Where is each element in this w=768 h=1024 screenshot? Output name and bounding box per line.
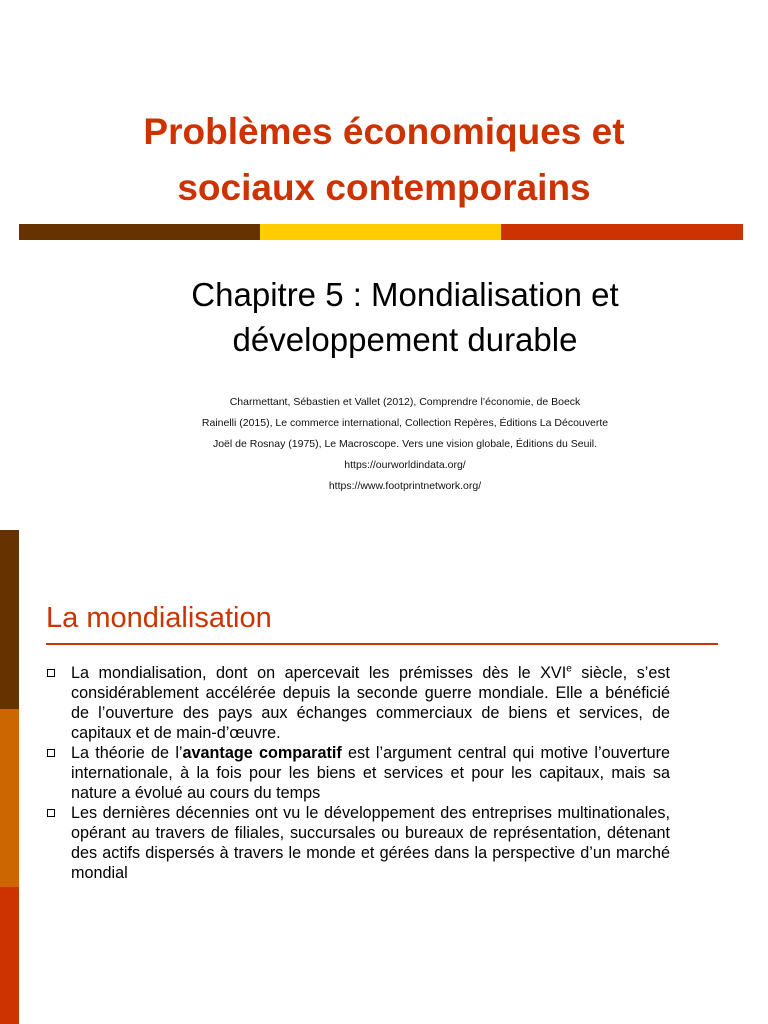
presentation-title	[0, 104, 768, 216]
bullet-text: Les dernières décennies ont vu le développement des entreprises multinationales, opérant au travers de filiales, succursales ou bureaux de représentation, détenant des actifs dispersés à travers le monde et gérées dans la perspective d’un marché mondial	[71, 804, 670, 882]
title-line-1: Problèmes économiques et	[143, 111, 625, 152]
reference-item: Charmettant, Sébastien et Vallet (2012), Comprendre l’économie, de Boeck	[229, 396, 581, 408]
bold-term: avantage comparatif	[182, 744, 342, 762]
bullet-text	[71, 663, 670, 743]
bullet-text-part: est l’argument central qui motive l’ouverture internationale, à la fois pour les biens et services et pour les capitaux, mais sa nature a évolué au cours du temps	[71, 744, 671, 802]
references-list	[120, 392, 690, 497]
title-underline	[46, 643, 718, 645]
chapter-subtitle	[110, 272, 700, 362]
bullet-item	[46, 743, 670, 803]
bullet-item	[46, 663, 670, 743]
stripe-red	[501, 224, 743, 240]
title-line-2: sociaux contemporains	[177, 167, 591, 208]
bullet-text-part: La mondialisation, dont on apercevait les prémisses dès le XVI	[71, 664, 567, 682]
reference-link[interactable]: https://ourworldindata.org/	[344, 459, 466, 471]
sidebar-segment-brown	[0, 530, 19, 709]
reference-link[interactable]: https://www.footprintnetwork.org/	[328, 480, 482, 492]
stripe-yellow	[260, 224, 501, 240]
bullet-text	[71, 743, 670, 803]
bullet-text-part: siècle, s’est considérablement accélérée depuis la seconde guerre mondiale. Elle a bénéficié de l’ouverture des pays aux échanges commerciaux de biens et services, de capitaux et de main-d’œuvre.	[71, 664, 670, 742]
sidebar-segment-red	[0, 887, 19, 1024]
superscript: e	[566, 663, 572, 675]
subtitle-line-2: développement durable	[232, 321, 578, 358]
reference-item: Joël de Rosnay (1975), Le Macroscope. Vers une vision globale, Éditions du Seuil.	[212, 438, 598, 450]
sidebar-segment-orange	[0, 709, 19, 887]
slide-title: La mondialisation	[46, 602, 272, 634]
square-bullet-icon	[47, 809, 55, 817]
bullet-list	[46, 663, 670, 883]
bullet-item	[46, 803, 670, 883]
reference-item: Rainelli (2015), Le commerce international, Collection Repères, Éditions La Découverte	[201, 417, 609, 429]
bullet-text-part: La théorie de l’	[71, 744, 183, 762]
content-slide	[0, 530, 768, 1024]
square-bullet-icon	[47, 669, 55, 677]
subtitle-line-1: Chapitre 5 : Mondialisation et	[191, 276, 619, 313]
stripe-brown	[19, 224, 260, 240]
square-bullet-icon	[47, 749, 55, 757]
